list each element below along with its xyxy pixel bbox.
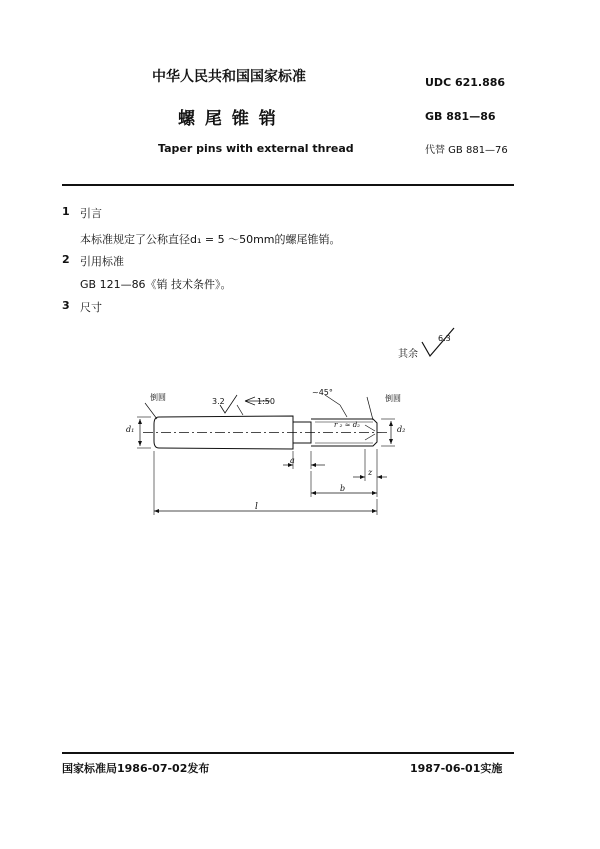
effective-date: 1987-06-01实施 [410,762,503,775]
footer-rule [62,752,514,754]
document-title-en: Taper pins with external thread [158,142,354,155]
label-l: l [255,502,258,512]
label-z: z [368,468,373,477]
label-b: b [340,484,346,493]
label-chamfer-left: 倒圆 [150,393,166,402]
roughness-value: 6.3 [438,334,451,343]
udc-number: UDC 621.886 [425,76,506,89]
label-taper: 1:50 [257,397,275,406]
gb-number: GB 881—86 [425,110,496,123]
roughness-symbol-icon [420,326,466,360]
section-1-title: 引言 [80,207,102,220]
document-title-cn: 螺 尾 锥 销 [178,109,278,129]
section-2-number: 2 [62,253,70,266]
section-3-title: 尺寸 [80,301,102,314]
national-standard-heading: 中华人民共和国国家标准 [152,69,306,85]
label-r: r ₂ ≈ d₂ [334,421,360,429]
label-a: a [290,456,295,465]
section-2-title: 引用标准 [80,255,124,268]
section-3-number: 3 [62,299,70,312]
section-1-number: 1 [62,205,70,218]
section-2-text: GB 121—86《销 技术条件》。 [80,278,232,291]
label-d1: d₁ [126,425,135,434]
label-chamfer-right: 倒圆 [385,394,401,403]
section-1-text: 本标准规定了公称直径d₁ = 5 ～50mm的螺尾锥销。 [80,233,341,246]
label-d2: d₂ [397,425,406,434]
header-rule [62,184,514,186]
label-angle: ~45° [312,388,333,397]
replaces-note: 代替 GB 881—76 [425,145,508,156]
label-ra: 3.2 [212,397,225,406]
taper-pin-drawing [125,385,470,520]
roughness-prefix: 其余 [398,349,418,360]
issued-date: 国家标准局1986-07-02发布 [62,762,210,775]
